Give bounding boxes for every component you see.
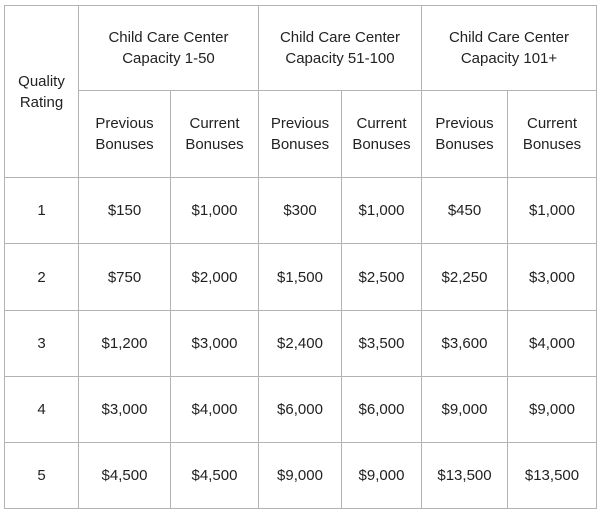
table-cell: $3,500 xyxy=(342,310,422,376)
header-line: Capacity 51-100 xyxy=(285,50,395,68)
table-cell: $150 xyxy=(79,178,171,244)
header-line: Previous xyxy=(435,115,494,133)
rating-cell: 5 xyxy=(5,442,79,508)
header-line: Current xyxy=(526,115,578,133)
table-cell: $13,500 xyxy=(422,442,508,508)
bonus-table xyxy=(4,5,597,509)
table-cell: $9,000 xyxy=(508,376,597,442)
header-line: Child Care Center xyxy=(279,29,401,47)
header-line: Rating xyxy=(19,93,64,111)
table-cell: $1,000 xyxy=(508,178,597,244)
header-line: Bonuses xyxy=(270,136,330,154)
header-line: Capacity 1-50 xyxy=(122,50,215,68)
table-cell: $13,500 xyxy=(508,442,597,508)
header-line: Quality xyxy=(18,72,65,90)
header-line: Bonuses xyxy=(185,136,244,154)
table-cell: $3,000 xyxy=(79,376,171,442)
table-cell: $6,000 xyxy=(342,376,422,442)
current-bonuses-header xyxy=(171,91,259,178)
rating-cell: 4 xyxy=(5,376,79,442)
table-cell: $2,500 xyxy=(342,244,422,310)
table-cell: $2,400 xyxy=(259,310,342,376)
table-row xyxy=(5,310,597,376)
table-cell: $9,000 xyxy=(259,442,342,508)
table-row xyxy=(5,178,597,244)
current-bonuses-header xyxy=(342,91,422,178)
header-line: Current xyxy=(356,115,407,133)
table-cell: $4,000 xyxy=(508,310,597,376)
table-cell: $9,000 xyxy=(422,376,508,442)
header-line: Current xyxy=(189,115,240,133)
table-row xyxy=(5,442,597,508)
quality-rating-header xyxy=(5,6,79,178)
header-line: Bonuses xyxy=(95,136,154,154)
header-line: Capacity 101+ xyxy=(460,50,558,68)
table-cell: $3,600 xyxy=(422,310,508,376)
header-line: Child Care Center xyxy=(448,29,570,47)
table-cell: $4,500 xyxy=(171,442,259,508)
table-cell: $4,500 xyxy=(79,442,171,508)
group-header-capacity-51-100 xyxy=(259,6,422,91)
table-cell: $6,000 xyxy=(259,376,342,442)
table-cell: $1,000 xyxy=(171,178,259,244)
table-cell: $1,500 xyxy=(259,244,342,310)
table-cell: $1,000 xyxy=(342,178,422,244)
group-header-capacity-1-50 xyxy=(79,6,259,91)
table-row xyxy=(5,244,597,310)
previous-bonuses-header xyxy=(259,91,342,178)
table-cell: $3,000 xyxy=(508,244,597,310)
table-cell: $2,000 xyxy=(171,244,259,310)
table-cell: $1,200 xyxy=(79,310,171,376)
header-row-subheaders xyxy=(5,91,597,178)
header-line: Bonuses xyxy=(352,136,411,154)
table-cell: $9,000 xyxy=(342,442,422,508)
current-bonuses-header xyxy=(508,91,597,178)
header-line: Bonuses xyxy=(435,136,494,154)
table-cell: $300 xyxy=(259,178,342,244)
rating-cell: 1 xyxy=(5,178,79,244)
group-header-capacity-101-plus xyxy=(422,6,597,91)
table-cell: $2,250 xyxy=(422,244,508,310)
rating-cell: 3 xyxy=(5,310,79,376)
table-cell: $4,000 xyxy=(171,376,259,442)
table-row xyxy=(5,376,597,442)
header-line: Bonuses xyxy=(522,136,582,154)
header-row-groups xyxy=(5,6,597,91)
rating-cell: 2 xyxy=(5,244,79,310)
table-cell: $450 xyxy=(422,178,508,244)
header-line: Previous xyxy=(270,115,330,133)
table-cell: $750 xyxy=(79,244,171,310)
header-line: Previous xyxy=(95,115,154,133)
previous-bonuses-header xyxy=(422,91,508,178)
table-cell: $3,000 xyxy=(171,310,259,376)
previous-bonuses-header xyxy=(79,91,171,178)
header-line: Child Care Center xyxy=(108,29,229,47)
